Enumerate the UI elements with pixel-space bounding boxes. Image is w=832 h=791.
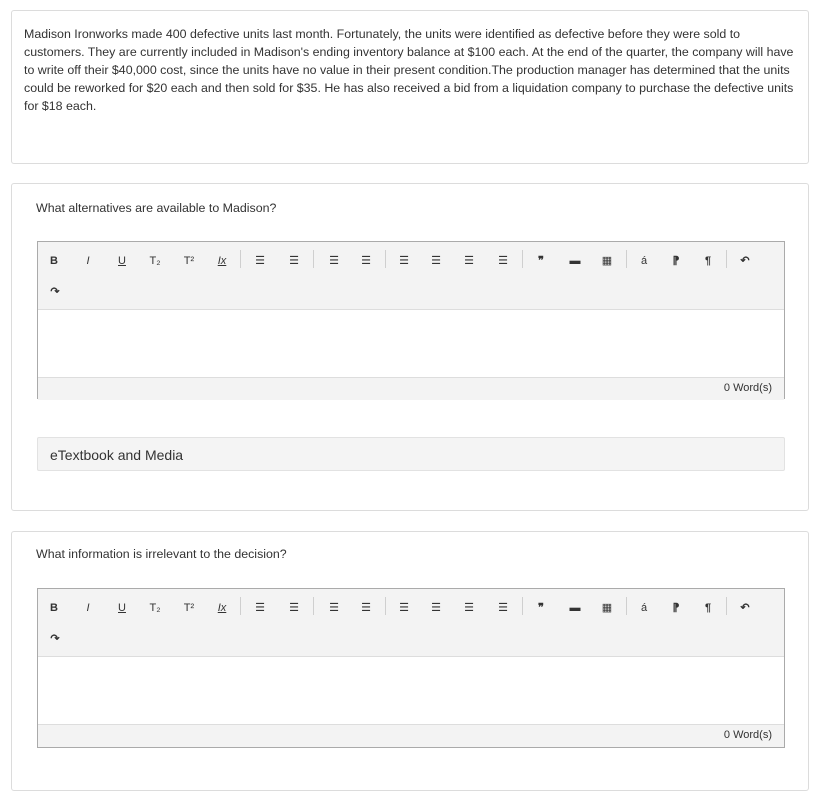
clear-format-button[interactable]: Ix — [217, 602, 227, 614]
ltr-direction-icon[interactable]: ⁋ — [672, 255, 680, 267]
redo-icon[interactable]: ↷ — [50, 633, 60, 645]
toolbar-separator — [240, 597, 241, 615]
align-left-icon[interactable]: ☰ — [399, 255, 409, 267]
table-icon[interactable]: ▦ — [601, 255, 613, 267]
rtl-direction-icon[interactable]: ¶ — [704, 255, 712, 267]
answer-text-area-1[interactable] — [38, 310, 784, 377]
numbered-list-icon[interactable]: ☰ — [289, 255, 299, 267]
special-character-icon[interactable]: á — [640, 255, 648, 267]
toolbar-separator — [726, 597, 727, 615]
editor-footer-1 — [38, 377, 784, 400]
justify-icon[interactable]: ☰ — [498, 255, 508, 267]
align-center-icon[interactable]: ☰ — [431, 255, 441, 267]
table-icon[interactable]: ▦ — [601, 602, 613, 614]
subscript-button[interactable]: T₂ — [149, 255, 161, 267]
toolbar-separator — [313, 597, 314, 615]
bold-button[interactable]: B — [50, 602, 58, 614]
decrease-indent-icon[interactable]: ☰ — [329, 602, 339, 614]
editor-toolbar-2 — [38, 589, 784, 657]
justify-icon[interactable]: ☰ — [498, 602, 508, 614]
toolbar-separator — [313, 250, 314, 268]
toolbar-separator — [385, 250, 386, 268]
numbered-list-icon[interactable]: ☰ — [289, 602, 299, 614]
decrease-indent-icon[interactable]: ☰ — [329, 255, 339, 267]
italic-button[interactable]: I — [86, 255, 90, 267]
redo-icon[interactable]: ↷ — [50, 286, 60, 298]
question-prompt-1: What alternatives are available to Madison? — [36, 201, 277, 215]
align-center-icon[interactable]: ☰ — [431, 602, 441, 614]
increase-indent-icon[interactable]: ☰ — [361, 602, 371, 614]
problem-text: Madison Ironworks made 400 defective units last month. Fortunately, the units were identified as defective before they were sold to customers. They are currently included in Madison's ending inventory balance at $100 each. At the end of the quarter, the company will have to write off their $40,000 cost, since the units have no value in their present condition.The production manager has determined that the units could be reworked for $20 each and then sold for $35. He has also received a bid from a liquidation company to purchase the defective units for $18 each. — [24, 27, 794, 113]
horizontal-rule-icon[interactable]: ▬ — [569, 602, 581, 614]
etextbook-media-link[interactable]: eTextbook and Media — [37, 437, 785, 471]
underline-button[interactable]: U — [118, 602, 126, 614]
align-right-icon[interactable]: ☰ — [464, 255, 474, 267]
word-count-2: 0 Word(s) — [723, 729, 772, 741]
bulleted-list-icon[interactable]: ☰ — [255, 255, 265, 267]
word-count-1: 0 Word(s) — [723, 382, 772, 394]
toolbar-separator — [626, 250, 627, 268]
undo-icon[interactable]: ↶ — [740, 602, 750, 614]
editor-footer-2 — [38, 724, 784, 747]
undo-icon[interactable]: ↶ — [740, 255, 750, 267]
clear-format-button[interactable]: Ix — [217, 255, 227, 267]
toolbar-separator — [522, 597, 523, 615]
toolbar-separator — [240, 250, 241, 268]
superscript-button[interactable]: T² — [183, 255, 195, 267]
toolbar-separator — [385, 597, 386, 615]
horizontal-rule-icon[interactable]: ▬ — [569, 255, 581, 267]
rtl-direction-icon[interactable]: ¶ — [704, 602, 712, 614]
question-card-2 — [11, 531, 809, 791]
special-character-icon[interactable]: á — [640, 602, 648, 614]
editor-toolbar-1 — [38, 242, 784, 310]
align-left-icon[interactable]: ☰ — [399, 602, 409, 614]
italic-button[interactable]: I — [86, 602, 90, 614]
question-prompt-2: What information is irrelevant to the decision? — [36, 547, 287, 561]
blockquote-icon[interactable]: ❞ — [538, 602, 544, 614]
bulleted-list-icon[interactable]: ☰ — [255, 602, 265, 614]
problem-card — [11, 10, 809, 164]
toolbar-separator — [626, 597, 627, 615]
underline-button[interactable]: U — [118, 255, 126, 267]
toolbar-separator — [726, 250, 727, 268]
bold-button[interactable]: B — [50, 255, 58, 267]
superscript-button[interactable]: T² — [183, 602, 195, 614]
ltr-direction-icon[interactable]: ⁋ — [672, 602, 680, 614]
answer-editor-2 — [37, 588, 785, 748]
question-card-1 — [11, 183, 809, 511]
blockquote-icon[interactable]: ❞ — [538, 255, 544, 267]
answer-editor-1 — [37, 241, 785, 399]
subscript-button[interactable]: T₂ — [149, 602, 161, 614]
answer-text-area-2[interactable] — [38, 657, 784, 724]
toolbar-separator — [522, 250, 523, 268]
increase-indent-icon[interactable]: ☰ — [361, 255, 371, 267]
align-right-icon[interactable]: ☰ — [464, 602, 474, 614]
